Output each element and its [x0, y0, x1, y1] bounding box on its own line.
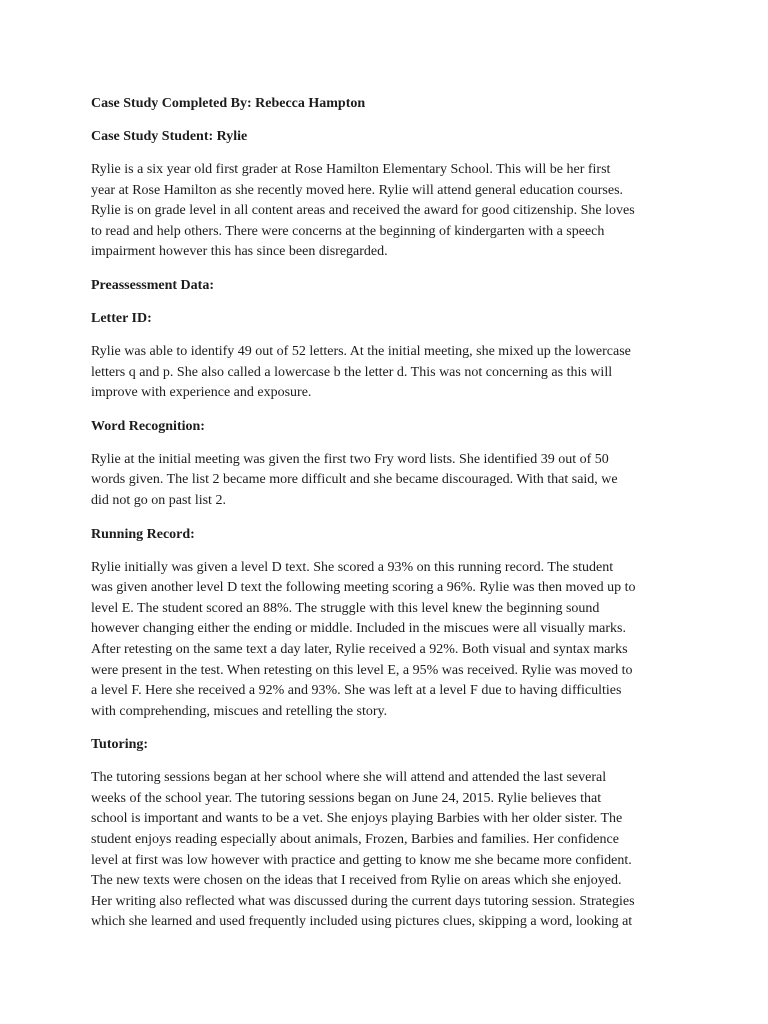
student-heading: Case Study Student: Rylie — [91, 129, 248, 144]
paragraph-line: with comprehending, miscues and retelling the story. — [91, 703, 388, 719]
running-record-heading: Running Record: — [91, 526, 195, 542]
paragraph-line: which she learned and used frequently included using pictures clues, skipping a word, looking at — [91, 914, 633, 930]
paragraph-line: words given. The list 2 became more difficult and she became discouraged. With that said, we — [91, 472, 618, 488]
letter-id-paragraph — [91, 342, 675, 404]
intro-paragraph — [91, 160, 675, 263]
paragraph-line: weeks of the school year. The tutoring sessions began on June 24, 2015. Rylie believes that — [91, 790, 602, 806]
word-recognition-paragraph — [91, 450, 675, 512]
paragraph-line: The new texts were chosen on the ideas that I received from Rylie on areas which she enjoyed. — [91, 873, 622, 889]
paragraph-line: were present in the test. When retesting on this level E, a 95% was received. Rylie was moved to — [91, 662, 633, 678]
paragraph-line: letters q and p. She also called a lowercase b the letter d. This was not concerning as this will — [91, 364, 613, 380]
paragraph-line: Rylie was able to identify 49 out of 52 letters. At the initial meeting, she mixed up the lowercase — [91, 343, 631, 359]
letter-id-heading: Letter ID: — [91, 310, 152, 326]
paragraph-line: was given another level D text the following meeting scoring a 96%. Rylie was then moved up to — [91, 580, 636, 596]
paragraph-line: Her writing also reflected what was discussed during the current days tutoring session. Strategies — [91, 893, 635, 909]
paragraph-line: Rylie is a six year old first grader at Rose Hamilton Elementary School. This will be her first — [91, 162, 611, 177]
paragraph-line: level at first was low however with practice and getting to know me she became more confident. — [91, 852, 632, 868]
paragraph-line: Rylie at the initial meeting was given the first two Fry word lists. She identified 39 out of 50 — [91, 451, 609, 467]
paragraph-line: did not go on past list 2. — [91, 492, 226, 508]
tutoring-heading: Tutoring: — [91, 737, 149, 753]
paragraph-line: a level F. Here she received a 92% and 93%. She was left at a level F due to having difficulties — [91, 683, 622, 699]
paragraph-line: year at Rose Hamilton as she recently moved here. Rylie will attend general education courses. — [91, 182, 624, 198]
paragraph-line: student enjoys reading especially about animals, Frozen, Barbies and families. Her confidence — [91, 832, 619, 848]
paragraph-line: After retesting on the same text a day later, Rylie received a 92%. Both visual and syntax marks — [91, 641, 628, 657]
paragraph-line: to read and help others. There were concerns at the beginning of kindergarten with a speech — [91, 223, 605, 239]
running-record-paragraph — [91, 558, 675, 723]
paragraph-line: impairment however this has since been disregarded. — [91, 244, 388, 260]
paragraph-line: level E. The student scored an 88%. The struggle with this level knew the beginning sound — [91, 600, 600, 616]
preassessment-heading: Preassessment Data: — [91, 277, 214, 293]
paragraph-line: however changing either the ending or middle. Included in the miscues were all visually marks. — [91, 621, 626, 637]
word-recognition-heading: Word Recognition: — [91, 418, 205, 434]
paragraph-line: Rylie is on grade level in all content areas and received the award for good citizenship. She loves — [91, 203, 635, 219]
paragraph-line: Rylie initially was given a level D text. She scored a 93% on this running record. The student — [91, 559, 614, 575]
paragraph-line: improve with experience and exposure. — [91, 385, 312, 401]
document-body — [91, 94, 675, 946]
completed-by-heading: Case Study Completed By: Rebecca Hampton — [91, 96, 366, 111]
paragraph-line: school is important and wants to be a vet. She enjoys playing Barbies with her older sister. The — [91, 811, 623, 827]
paragraph-line: The tutoring sessions began at her school where she will attend and attended the last several — [91, 770, 607, 786]
tutoring-paragraph — [91, 768, 675, 933]
